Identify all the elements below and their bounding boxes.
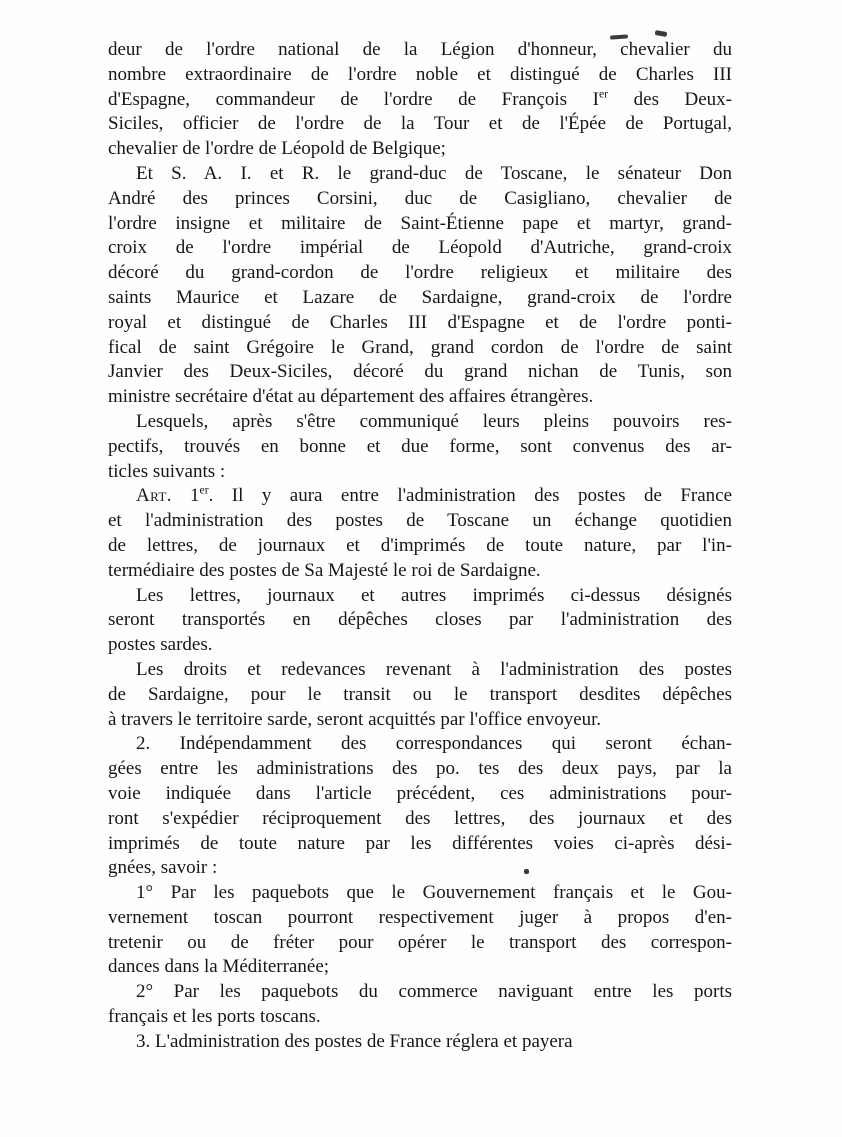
text-line (108, 336, 732, 361)
text-segment: ministre secrétaire d'état au département des affaires étrangères. (108, 386, 594, 408)
text-line (108, 435, 732, 460)
text-segment: . Il y aura entre l'administration des postes de France (208, 485, 732, 507)
text-line (108, 112, 732, 137)
text-line (108, 732, 732, 757)
paragraph-1 (108, 38, 732, 162)
text-line (108, 460, 732, 485)
text-segment: saints Maurice et Lazare de Sardaigne, grand-croix de l'ordre (108, 286, 732, 308)
text-segment: français et les ports toscans. (108, 1006, 321, 1028)
text-line (108, 683, 732, 708)
paragraph-3 (108, 410, 732, 484)
text-segment: vernement toscan pourront respectivement juger à propos d'en- (108, 906, 732, 928)
text-line (108, 286, 732, 311)
text-segment: 2° Par les paquebots du commerce naviguant entre les ports (136, 981, 732, 1003)
paragraph-10 (108, 1030, 732, 1055)
text-line (108, 88, 732, 113)
text-line (108, 1030, 732, 1055)
text-segment: 2. Indépendamment des correspondances qui seront échan- (136, 733, 732, 755)
text-segment: Janvier des Deux-Siciles, décoré du grand nichan de Tunis, son (108, 361, 732, 383)
text-segment: termédiaire des postes de Sa Majesté le roi de Sardaigne. (108, 559, 541, 581)
text-line (108, 385, 732, 410)
text-line (108, 906, 732, 931)
text-segment: Art (136, 485, 167, 507)
text-segment: Et S. A. I. et R. le grand-duc de Toscane, le sénateur Don (136, 162, 732, 184)
text-segment: André des princes Corsini, duc de Casigliano, chevalier de (108, 187, 732, 209)
text-line (108, 261, 732, 286)
superscript-text: er (199, 484, 209, 498)
text-block (108, 38, 732, 1055)
text-line (108, 980, 732, 1005)
text-line (108, 832, 732, 857)
text-line (108, 410, 732, 435)
text-segment: pectifs, trouvés en bonne et due forme, sont convenus des ar- (108, 435, 732, 457)
paragraph-9 (108, 980, 732, 1030)
text-line (108, 63, 732, 88)
text-segment: postes sardes. (108, 634, 213, 656)
text-line (108, 807, 732, 832)
text-segment: Les droits et redevances revenant à l'administration des postes (136, 658, 732, 680)
text-segment: ticles suivants : (108, 460, 226, 482)
text-line (108, 187, 732, 212)
text-line (108, 881, 732, 906)
text-segment: Lesquels, après s'être communiqué leurs pleins pouvoirs res- (136, 410, 732, 432)
text-segment: croix de l'ordre impérial de Léopold d'Autriche, grand-croix (108, 237, 732, 259)
text-line (108, 236, 732, 261)
text-line (108, 584, 732, 609)
text-segment: des Deux- (608, 88, 732, 110)
text-segment: nombre extraordinaire de l'ordre noble et distingué de Charles III (108, 63, 732, 85)
ink-tick-artifact (655, 30, 668, 37)
text-segment: d'Espagne, commandeur de l'ordre de François I (108, 88, 599, 110)
text-segment: 1° Par les paquebots que le Gouvernement français et le Gou- (136, 882, 732, 904)
text-line (108, 311, 732, 336)
paragraph-2 (108, 162, 732, 410)
text-line (108, 708, 732, 733)
text-line (108, 757, 732, 782)
text-segment: et l'administration des postes de Toscane un échange quotidien (108, 510, 732, 532)
paragraph-4 (108, 484, 732, 583)
superscript-text: er (598, 87, 609, 101)
paragraph-5 (108, 584, 732, 658)
text-line (108, 38, 732, 63)
text-segment: de Sardaigne, pour le transit ou le transport desdites dépêches (108, 683, 732, 705)
text-line (108, 162, 732, 187)
text-segment: imprimés de toute nature par les différentes voies ci-après dési- (108, 832, 732, 854)
text-segment: Siciles, officier de l'ordre de la Tour et de l'Épée de Portugal, (108, 113, 732, 135)
text-segment: deur de l'ordre national de la Légion d'honneur, chevalier du (108, 39, 732, 60)
text-line (108, 1005, 732, 1030)
text-line (108, 782, 732, 807)
text-segment: gnées, savoir : (108, 857, 218, 879)
paragraph-8 (108, 881, 732, 980)
text-segment: voie indiquée dans l'article précédent, ces administrations pour- (108, 782, 732, 804)
text-segment: de lettres, de journaux et d'imprimés de toute nature, par l'in- (108, 534, 732, 556)
text-segment: tretenir ou de fréter pour opérer le transport des correspon- (108, 931, 732, 953)
text-segment: . 1 (166, 485, 200, 507)
text-line (108, 212, 732, 237)
text-segment: gées entre les administrations des po. tes des deux pays, par la (108, 758, 732, 780)
text-line (108, 856, 732, 881)
text-line (108, 608, 732, 633)
text-segment: chevalier de l'ordre de Léopold de Belgique; (108, 138, 446, 160)
text-line (108, 137, 732, 162)
text-line (108, 955, 732, 980)
text-segment: l'ordre insigne et militaire de Saint-Étienne pape et martyr, grand- (108, 212, 732, 234)
text-segment: dances dans la Méditerranée; (108, 956, 330, 978)
text-segment: seront transportés en dépêches closes par l'administration des (108, 609, 732, 631)
text-segment: décoré du grand-cordon de l'ordre religieux et militaire des (108, 262, 732, 284)
text-line (108, 633, 732, 658)
text-segment: 3. L'administration des postes de France réglera et payera (136, 1030, 573, 1052)
text-line (108, 931, 732, 956)
text-line (108, 509, 732, 534)
text-line (108, 360, 732, 385)
text-line (108, 658, 732, 683)
text-segment: fical de saint Grégoire le Grand, grand cordon de l'ordre de saint (108, 336, 732, 358)
text-line (108, 484, 732, 509)
text-segment: à travers le territoire sarde, seront acquittés par l'office envoyeur. (108, 708, 602, 730)
paragraph-6 (108, 658, 732, 732)
text-segment: royal et distingué de Charles III d'Espagne et de l'ordre ponti- (108, 311, 732, 333)
text-segment: ront s'expédier réciproquement des lettres, des journaux et des (108, 807, 732, 829)
text-segment: Les lettres, journaux et autres imprimés ci-dessus désignés (136, 584, 732, 606)
paragraph-7 (108, 732, 732, 881)
text-line (108, 559, 732, 584)
text-line (108, 534, 732, 559)
